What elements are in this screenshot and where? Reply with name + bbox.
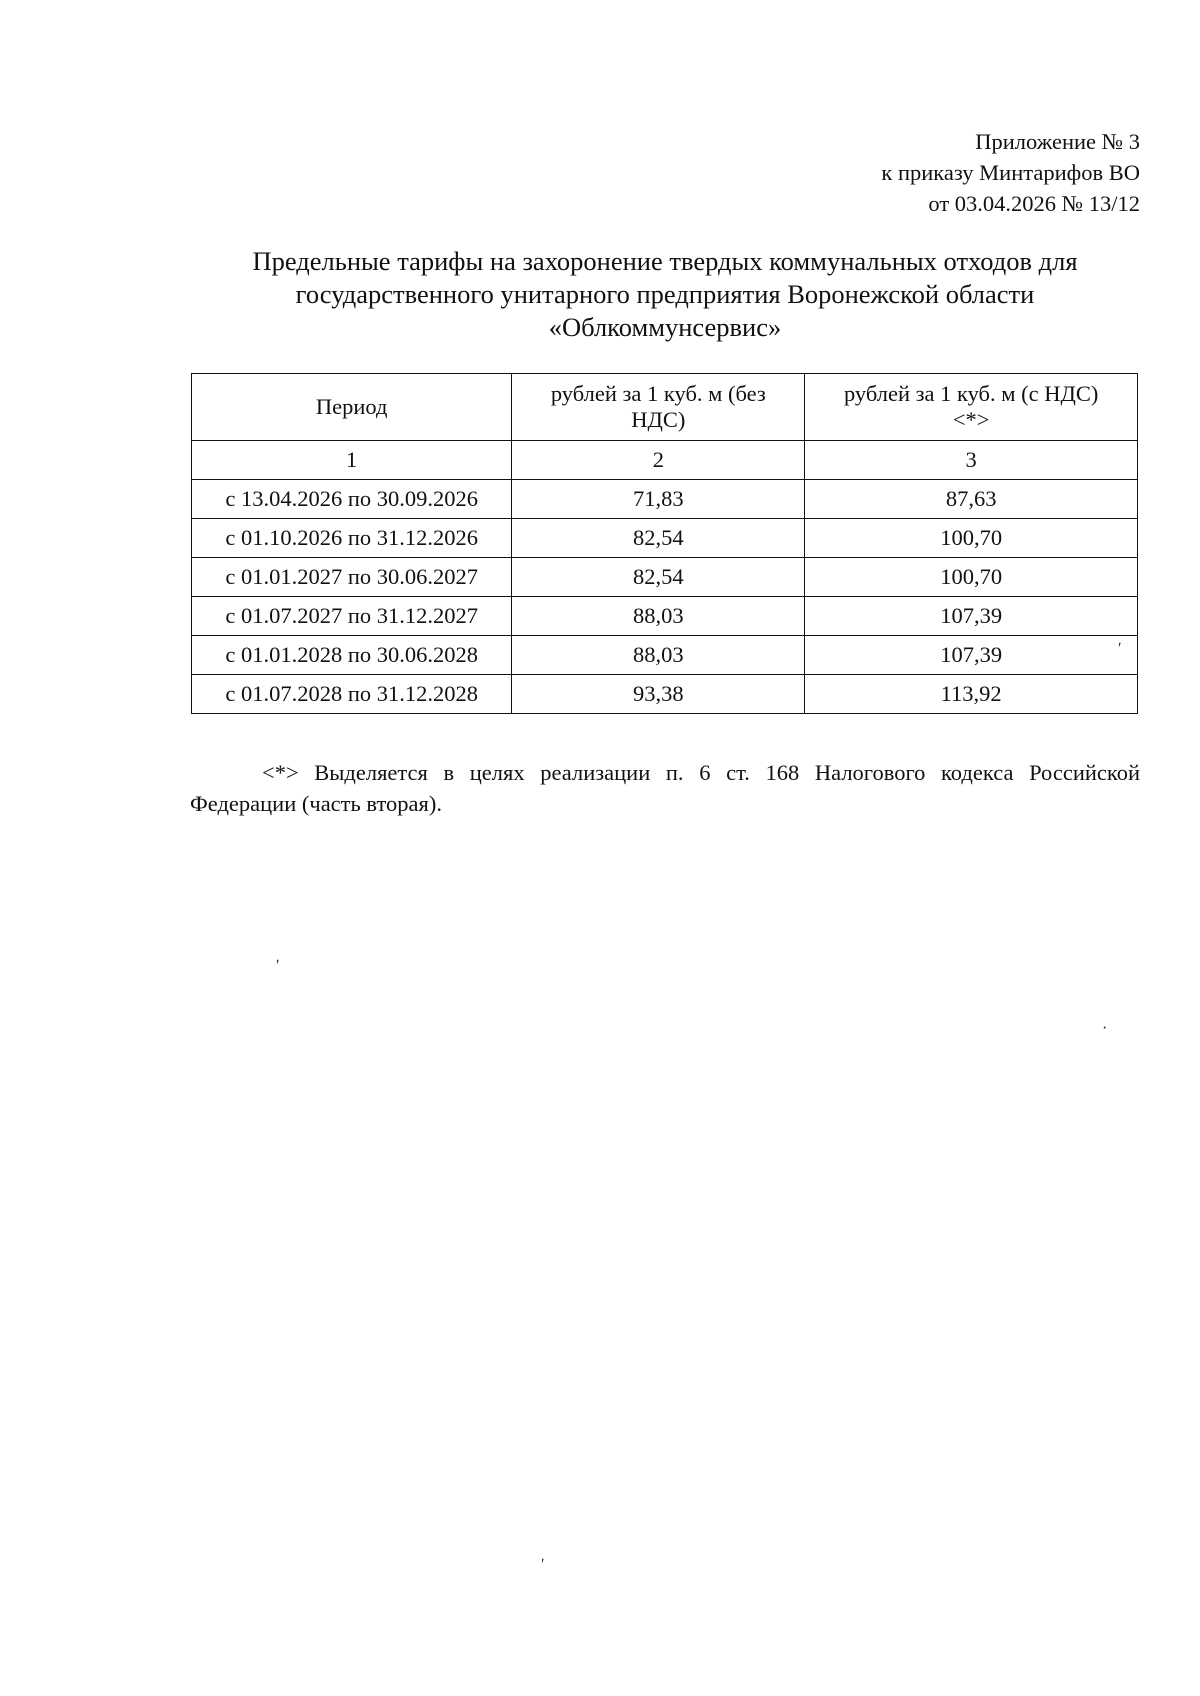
period-cell: с 01.01.2027 по 30.06.2027	[192, 558, 512, 597]
period-cell: с 01.01.2028 по 30.06.2028	[192, 636, 512, 675]
price-without-vat-cell: 88,03	[512, 636, 805, 675]
price-without-vat-cell: 93,38	[512, 675, 805, 714]
annex-order-date: от 03.04.2026 № 13/12	[928, 191, 1140, 216]
period-cell: с 01.07.2028 по 31.12.2028	[192, 675, 512, 714]
tariff-table	[191, 373, 1138, 714]
title-line-3: «Облкоммунсервис»	[548, 312, 782, 342]
price-without-vat-cell: 82,54	[512, 558, 805, 597]
header-period: Период	[192, 374, 512, 441]
column-number: 1	[192, 441, 512, 480]
title-line-2: государственного унитарного предприятия Воронежской области	[295, 279, 1035, 309]
price-with-vat-cell: 100,70	[805, 519, 1138, 558]
price-without-vat-cell: 71,83	[512, 480, 805, 519]
column-number: 2	[512, 441, 805, 480]
header-price-with-vat	[805, 374, 1138, 441]
header-price-with-vat-line-2: <*>	[952, 407, 990, 432]
table-row	[192, 675, 1138, 714]
scan-speck: ʹ	[541, 1556, 545, 1573]
table-row	[192, 597, 1138, 636]
price-without-vat-cell: 82,54	[512, 519, 805, 558]
table-row	[192, 480, 1138, 519]
price-with-vat-cell: 100,70	[805, 558, 1138, 597]
annex-header	[881, 126, 1140, 219]
price-without-vat-cell: 88,03	[512, 597, 805, 636]
header-price-without-vat	[512, 374, 805, 441]
scan-speck: ʹ	[1118, 640, 1122, 657]
table-header-row	[192, 374, 1138, 441]
annex-order-ref: к приказу Минтарифов ВО	[881, 160, 1140, 185]
header-price-with-vat-line-1: рублей за 1 куб. м (с НДС)	[843, 381, 1099, 406]
header-price-without-vat-line-2: НДС)	[631, 407, 686, 432]
title-line-1: Предельные тарифы на захоронение твердых коммунальных отходов для	[252, 246, 1078, 276]
footnote: <*> Выделяется в целях реализации п. 6 ст. 168 Налогового кодекса Российской Федерации (часть вторая).	[190, 760, 1140, 816]
table-row	[192, 558, 1138, 597]
price-with-vat-cell: 113,92	[805, 675, 1138, 714]
period-cell: с 01.10.2026 по 31.12.2026	[192, 519, 512, 558]
scan-speck: ·	[1102, 1020, 1108, 1037]
period-cell: с 13.04.2026 по 30.09.2026	[192, 480, 512, 519]
column-number: 3	[805, 441, 1138, 480]
price-with-vat-cell: 107,39	[805, 597, 1138, 636]
annex-number: Приложение № 3	[975, 129, 1140, 154]
column-number-row	[192, 441, 1138, 480]
price-with-vat-cell: 87,63	[805, 480, 1138, 519]
table-row	[192, 519, 1138, 558]
period-cell: с 01.07.2027 по 31.12.2027	[192, 597, 512, 636]
table-row	[192, 636, 1138, 675]
price-with-vat-cell: 107,39	[805, 636, 1138, 675]
document-title	[190, 245, 1140, 344]
scan-speck: ʹ	[276, 957, 280, 974]
header-price-without-vat-line-1: рублей за 1 куб. м (без	[550, 381, 766, 406]
